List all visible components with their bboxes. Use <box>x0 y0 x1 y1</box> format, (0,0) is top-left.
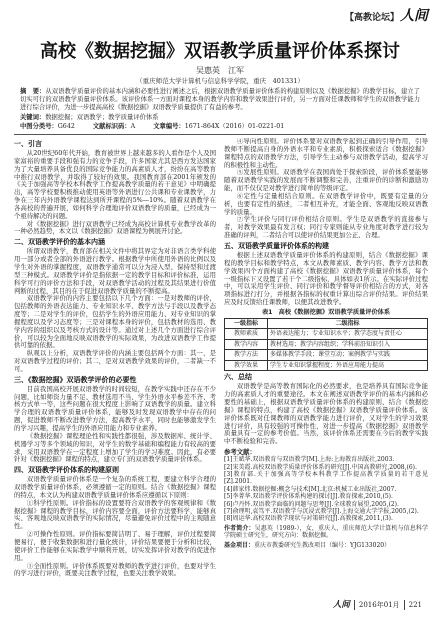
reference-item: [7]俞理明,袁笃平.双语教学与沉浸式教学[J].上海交通大学学报,2005,(2). <box>224 507 419 515</box>
paragraph: 双语教学是高等教育国际化的必然要求，也是培养具有国际竞争能力的高素质人才的重要途径。本文在阐述双语教学评价的基本内涵和必要性的基础上，根据双语教学质量评价体系的构建原则，结合《数据挖掘》课程的特点，构建了高校《数据挖掘》双语教学质量评价体系。该评价体系既对任课教师的双语教学能力进行评价，又对学生的学习效果进行评价，具有较强的可操作性，对进一步提高《数据挖掘》双语教学质量具有一定的参考价值。当然，该评价体系还需要在今后的教学实践中不断检验和完善。 <box>224 382 428 446</box>
section-heading-introduction: 一、引言 <box>14 140 42 148</box>
clc-number <box>20 123 75 130</box>
article-number-label: 文章编号： <box>153 123 185 130</box>
paragraph: 目前我国高校开展双语教学的时间较短，在教学实践中还存在不少问题，比如师资力量不足、教材选用不当、学生外语水平参差不齐、考核方式单一等，这些问题在很大程度上影响了双语教学的质量。建立科学合理的双语教学质量评价体系，能够及时发现双语教学中存在的问题，促进教师不断改进教学方法，提高教学水平，同时也能够激发学生的学习兴趣，提高学生的外语应用能力和专业素养。 <box>14 384 216 432</box>
abstract-label: 摘 要： <box>20 88 46 95</box>
reference-item: [4]韩家炜.数据挖掘:概念与技术[M].北京:机械工业出版社,2007. <box>224 485 397 493</box>
evaluation-index-table <box>224 318 428 372</box>
paragraph: 双语教学评价的内容主要包括以下几个方面：一是对教师的评价，包括教师的外语表达能力、专业知识水平、教学方法与手段以及教学态度等；二是对学生的评价，包括学生的外语应用能力、对专业知识的掌握程度以及学习态度等；三是对课程本身的评价，包括教材的选用、教学内容的组织以及考核方式的设计等。通过对上述几个方面进行综合评价，可以较为全面地反映双语教学的实际效果，为改进双语教学工作提供可靠的依据。 <box>14 294 216 350</box>
document-code <box>93 123 135 130</box>
paper-title: 高校《数据挖掘》双语教学质量评价体系探讨 <box>40 41 400 62</box>
running-header <box>345 5 428 23</box>
paragraph: ⑥定性与定量相结合原则。在双语教学评价中，既要有定量的分析，也要有定性的描述，二者相互补充，才能全面、客观地反映双语教学的质量。 <box>224 191 428 216</box>
classification-line <box>20 123 420 131</box>
reference-item: [8]周运华.高校双语教学现状与对策研究[J].高教探索,2011,(3). <box>224 515 393 523</box>
table-header-cell: 二级指标 <box>268 318 428 329</box>
table-cell: 教材选用；教学内容组织；学科前沿知识引入 <box>268 339 428 350</box>
author-names: 吴惠英 江军 <box>196 66 244 75</box>
table-row <box>225 350 428 361</box>
references-heading: 参考文献： <box>224 448 256 457</box>
journal-brand-logo: 人间 <box>400 8 428 24</box>
section-heading-conclusion: 六、总结 <box>224 373 252 382</box>
page-footer <box>333 599 426 611</box>
paragraph: 所谓双语教学，教育部在相关文件中将其界定为对非语言类学科使用一部分或者全部的外语进行教学。根据教学中所使用外语的比例以及学生对外语的掌握程度，双语教学通常可以分为浸入型、保持型和过渡型三种模式。双语教学评价是指依据一定的教学目标和评价标准，运用科学可行的评价方法和手段，对双语教学活动的过程及其结果进行价值判断的过程，其目的在于促进双语教学质量的不断提高。 <box>14 247 216 295</box>
reference-item: [5]李菁华.双语教学评价体系构建的探讨[J].教育探索,2010,(5). <box>224 493 393 501</box>
table-cell: 教学内容 <box>225 339 268 350</box>
document-code-value: A <box>130 123 136 130</box>
table-cell: 外语表达能力；专业知识水平；教学态度与责任心 <box>268 329 428 340</box>
clc-label: 中图分类号： <box>20 123 58 130</box>
table-row <box>225 329 428 340</box>
table-header-cell: 一级指标 <box>225 318 268 329</box>
clc-value: G642 <box>57 123 75 130</box>
document-code-label: 文献标识码： <box>92 123 131 130</box>
table-cell: 学生专业知识掌握程度；外语应用能力提高 <box>268 360 428 371</box>
keywords <box>20 114 420 122</box>
table-cell: 多媒体教学手段；课堂互动；案例教学与实践 <box>268 350 428 361</box>
funding-note <box>224 542 428 549</box>
reference-item: [3]教育部.关于加强高等学校本科教学工作提高教学质量的若干意见[Z].2001. <box>224 470 428 486</box>
footer-brand-logo: 人间 <box>332 600 350 610</box>
author-affiliation: （重庆师范大学计算机与信息科学学院，重庆 401331） <box>136 77 304 85</box>
paragraph: 双语教学质量评价体系是一个复杂的系统工程，要建立科学合理的双语教学质量评价体系，必须遵循一定的原则。结合《数据挖掘》课程的特点，本文认为构建双语教学质量评价体系应遵循以下原则： <box>14 475 216 499</box>
paragraph: 纵观以上分析，双语教学评价的内涵主要包括两个方面：其一，是对双语教学过程的评价；其二，是对双语教学效果的评价，二者缺一不可。 <box>14 349 216 373</box>
section-heading-principles: 四、双语教学评价体系的构建原则 <box>14 466 119 475</box>
author-bio-text: 吴惠英（1989-），女，重庆人，重庆师范大学计算机与信息科学学院硕士研究生，研究方向：数据挖掘。 <box>224 524 428 540</box>
page-number: 221 <box>404 600 426 610</box>
reference-item: [2]宋美霞.高校双语教学质量评价体系的研究[J].中国高教研究,2008,(6). <box>224 463 417 471</box>
paragraph: 从20世纪60年代开始，教育被世界上越来越多的人看作是个人及国家富裕的重要手段和强有力的竞争手段，许多国家尤其是西方发达国家为了大量培养具备优良的国际竞争能力的高素质人才，纷纷在高等教育中推行双语教学，并取得了较好的效果。我国教育部在2001年颁发的《关于加强高等学校本科教学工作提高教学质量的若干意见》中明确提出，高等学校要积极推动使用英语等外语进行公共课和专业课教学，力争在三年内外语教学课程达到所开课程的5%—10%。随着双语教学在各高校的普遍开展，如何科学合理地评价双语教学的质量，已经成为一个亟待解决的问题。 <box>14 149 216 220</box>
article-number-value: 1671-864X（2016）01-0221-01 <box>184 123 285 130</box>
footer-issue-date: 2016年01月 <box>354 600 404 610</box>
abstract-text: 从双语教学质量评价的基本内涵和必要性进行阐述之后，根据双语教学质量评价体系的构建原则以及《数据挖掘》的教学目标，建立了切实可行的双语教学质量评价体系。该评价体系一方面对课程本身的教学内容和教学效果进行评价，另一方面对任课教师和学生的双语教学能力进行综合评价，为进一步提高高校《数据挖掘》双语教学质量提供了有益的参考。 <box>20 88 421 111</box>
table-row <box>225 360 428 371</box>
paragraph: 对《数据挖掘》进行双语教学已经成为高校计算机专业教学改革的一种必然趋势，本文以《数据挖掘》双语课程为例展开讨论。 <box>14 219 216 236</box>
table-row <box>225 339 428 350</box>
author-bio <box>224 525 428 540</box>
table-cell: 教师素质 <box>225 329 268 340</box>
paragraph: 根据上述双语教学质量评价体系的构建原则，结合《数据挖掘》课程的教学目标和教学特点，本文从教师素质、教学内容、教学方法和教学效果四个方面构建了高校《数据挖掘》双语教学质量评价体系，每个一级指标下又设置了若干个二级指标，具体如表1所示。在实际评价过程中，可以采用学生评价、同行评价和教学督导评价相结合的方式，对各项指标进行打分，并根据各指标的权重计算出综合评价结果。评价结果应及时反馈给任课教师，以便其改进教学。 <box>224 250 428 307</box>
keywords-text: 数据挖掘；双语教学；教学质量评价体系 <box>45 114 159 121</box>
section-heading-necessity: 三、《数据挖掘》双语教学评价的必要性 <box>14 375 137 384</box>
header-divider <box>14 134 426 135</box>
paragraph: 《数据挖掘》课程理论性和实践性都很强，涉及数据库、统计学、机器学习等多个领域的知识，对学生的数学基础和编程能力有较高的要求，采用双语教学在一定程度上增加了学生的学习难度。因此，有必要针对《数据挖掘》课程的特点，建立专门的双语教学质量评价体系。 <box>14 431 216 464</box>
paragraph: ⑦学生评价与同行评价相结合原则。学生是双语教学的直接参与者，对教学效果最有发言权；同行专家则能从专业角度对教学进行较为准确的评判，二者结合可以使评价结果更加公正、合理。 <box>224 215 428 240</box>
paragraph: ⑤发展性原则。双语教学在我国尚处于探索阶段，评价体系要能够随着双语教学实践的发展而不断调整和完善，注重评价的诊断和激励功能，而不仅仅是对教学进行简单的等级评定。 <box>224 168 428 193</box>
funding-label: 基金项目： <box>224 541 255 549</box>
paragraph: ③全面性原则。评价体系既要对教师的教学进行评价，也要对学生的学习进行评价，既要关注教学过程，也要关注教学效果。 <box>14 561 216 578</box>
section-heading-connotation: 二、双语教学评价的基本内涵 <box>14 238 105 247</box>
abstract <box>20 88 420 112</box>
paragraph: ①科学性原则。评价指标的设置要符合双语教学的客观规律和《数据挖掘》课程的教学目标，评价内容要全面，评价方法要科学，能够真实、客观地反映双语教学的实际情况，尽量避免评价过程中的主观随意性。 <box>14 498 216 531</box>
table-cell: 教学方法 <box>225 350 268 361</box>
table-header-row <box>225 318 428 329</box>
table-caption: 表1 高校《数据挖掘》双语教学质量评价体系 <box>261 308 391 316</box>
section-heading-construction: 五、双语教学质量评价体系的构建 <box>224 241 329 250</box>
paragraph: ②可操作性原则。评价指标要简洁明了、易于理解，评价过程要简便易行，便于收集数据和进行量化统计，评价结果要便于分析和比较，使评价工作能够在实际教学中顺利开展，切实发挥评价对教学的促进作用。 <box>14 530 216 562</box>
table-cell: 教学效果 <box>225 360 268 371</box>
reference-item: [6]卢丹怀.双语教学面临的问题与思考[J].全球教育展望,2005,(2). <box>224 500 399 508</box>
body-column-left <box>14 138 216 592</box>
body-column-right <box>224 138 428 592</box>
article-number <box>153 123 284 130</box>
column-tag: 【高教论坛】 <box>344 13 399 23</box>
keywords-label: 关键词： <box>20 114 46 121</box>
paragraph: ④导向性原则。评价体系要对双语教学起到正确的引导作用，引导教师不断提高自身的外语水平和专业素质，积极探索适合《数据挖掘》课程特点的双语教学方法，引导学生主动参与双语教学活动，提高学习的积极性和主动性。 <box>224 138 428 169</box>
reference-item: [1]王斌华.双语教育与双语教学[M].上海:上海教育出版社,2003. <box>224 456 395 464</box>
funding-text: 重庆市教委研究生教改项目（编号：YJG133020） <box>254 541 391 549</box>
author-bio-label: 作者简介： <box>224 524 255 532</box>
